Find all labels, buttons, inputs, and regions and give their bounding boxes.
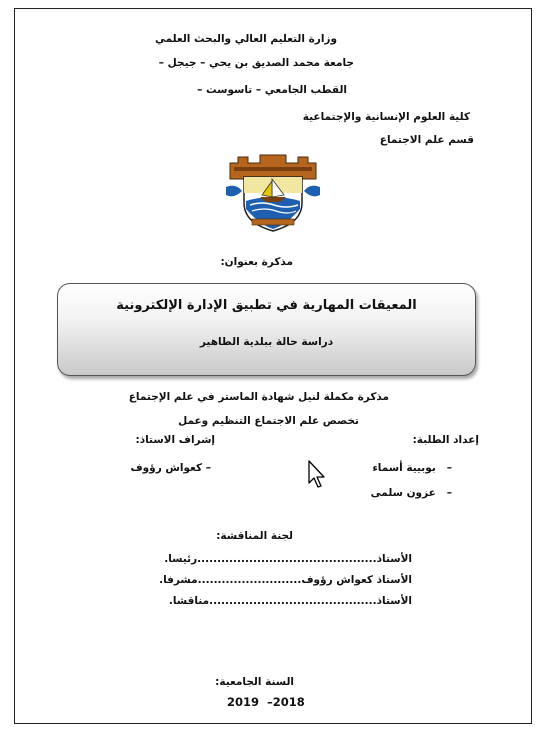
ministry-line: وزارة التعليم العالي والبحث العلمي bbox=[154, 33, 337, 45]
thesis-subtitle: دراسة حالة ببلدية الطاهير bbox=[199, 336, 334, 348]
students-label: إعداد الطلبة: bbox=[412, 434, 479, 446]
supervisor-name: – كعواش رؤوف bbox=[130, 462, 211, 474]
supervisor-label: إشراف الاستاذ: bbox=[135, 434, 215, 446]
title-box bbox=[57, 283, 476, 376]
student-name: – عزون سلمى bbox=[370, 487, 452, 499]
university-emblem bbox=[222, 153, 324, 233]
student-name: – بوبيية أسماء bbox=[372, 462, 452, 474]
specialization-line: تخصص علم الاجتماع التنظيم وعمل bbox=[178, 415, 359, 427]
thesis-title: المعيقات المهارية في تطبيق الإدارة الإلكترونية bbox=[116, 298, 417, 313]
department-line: قسم علم الاجتماع bbox=[379, 134, 474, 146]
faculty-line: كلية العلوم الإنسانية والإجتماعية bbox=[302, 111, 470, 123]
mouse-cursor-icon bbox=[307, 459, 329, 491]
degree-line: مذكرة مكملة لنيل شهادة الماستر في علم الإجتماع bbox=[128, 391, 389, 403]
jury-row: الأستاذ.............................................رئيسا. bbox=[164, 553, 412, 565]
campus-line: القطب الجامعي – تاسوست – bbox=[197, 84, 347, 96]
jury-label: لجنة المناقشة: bbox=[216, 530, 293, 542]
jury-row: الأستاذ كعواش رؤوف..........................مشرفا. bbox=[159, 574, 412, 586]
university-line: جامعة محمد الصديق بن يحي – جيجل – bbox=[158, 57, 354, 69]
memo-label: مذكرة بعنوان: bbox=[220, 256, 293, 268]
jury-row: الأستاذ..........................................مناقشا. bbox=[168, 595, 412, 607]
academic-year: 2019 –2018 bbox=[227, 695, 305, 709]
academic-year-label: السنة الجامعية: bbox=[215, 676, 294, 688]
